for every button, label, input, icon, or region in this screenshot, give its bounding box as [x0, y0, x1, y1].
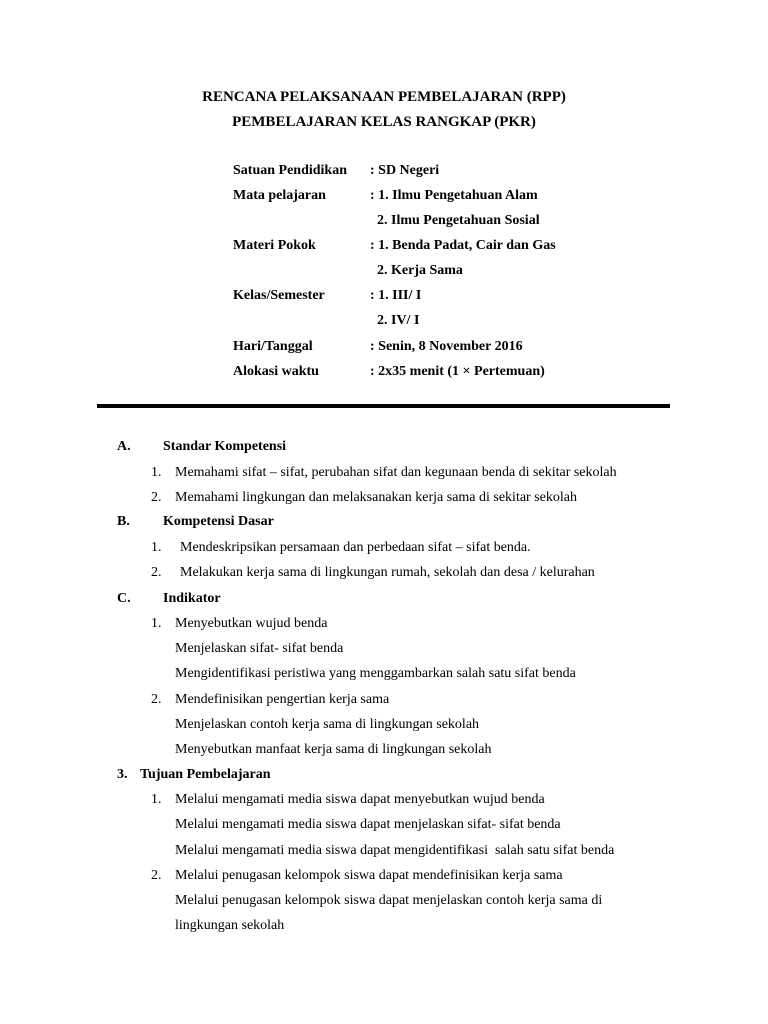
header-divider: [97, 404, 670, 408]
info-row-hari-tanggal: [233, 339, 673, 359]
info-value: 2. IV/ I: [370, 313, 420, 328]
list-item: Menjelaskan sifat- sifat benda: [175, 641, 344, 656]
list-number: 2.: [151, 868, 162, 883]
list-number: 1.: [151, 465, 162, 480]
info-row-kelas-semester: [233, 288, 673, 308]
info-label: Mata pelajaran: [233, 188, 326, 203]
info-value: 2. Kerja Sama: [370, 263, 463, 278]
info-row-materi-pokok: [233, 238, 673, 258]
info-value: : 1. III/ I: [370, 288, 422, 303]
list-item: Melalui mengamati media siswa dapat menyebutkan wujud benda: [175, 792, 545, 807]
info-label: Kelas/Semester: [233, 288, 325, 303]
section-title-kompetensi-dasar: Kompetensi Dasar: [163, 514, 274, 529]
info-value: : Senin, 8 November 2016: [370, 339, 523, 354]
info-value: : 1. Benda Padat, Cair dan Gas: [370, 238, 556, 253]
list-item: Memahami sifat – sifat, perubahan sifat dan kegunaan benda di sekitar sekolah: [175, 465, 617, 480]
list-number: 1.: [151, 540, 162, 555]
list-item: lingkungan sekolah: [175, 918, 285, 933]
list-number: 2.: [151, 490, 162, 505]
list-item: Mendeskripsikan persamaan dan perbedaan sifat – sifat benda.: [180, 540, 531, 555]
list-item: Menjelaskan contoh kerja sama di lingkungan sekolah: [175, 717, 480, 732]
list-item: Menyebutkan wujud benda: [175, 616, 328, 631]
info-value: : 1. Ilmu Pengetahuan Alam: [370, 188, 538, 203]
info-label: Materi Pokok: [233, 238, 316, 253]
document-subtitle: PEMBELAJARAN KELAS RANGKAP (PKR): [232, 114, 536, 130]
info-row-alokasi-waktu: [233, 364, 673, 384]
section-marker: C.: [117, 591, 131, 606]
info-value: : SD Negeri: [370, 163, 440, 178]
list-item: Melalui penugasan kelompok siswa dapat menjelaskan contoh kerja sama di: [175, 893, 603, 908]
list-number: 2.: [151, 565, 162, 580]
list-number: 1.: [151, 616, 162, 631]
list-number: 1.: [151, 792, 162, 807]
section-marker: A.: [117, 439, 131, 454]
list-item: Melalui mengamati media siswa dapat mengidentifikasi salah satu sifat benda: [175, 843, 615, 858]
info-row-mata-pelajaran-2: [233, 213, 673, 233]
list-item: Melalui mengamati media siswa dapat menjelaskan sifat- sifat benda: [175, 817, 561, 832]
info-label: Alokasi waktu: [233, 364, 319, 379]
info-row-materi-pokok-2: [233, 263, 673, 283]
section-marker: 3.: [117, 767, 128, 782]
info-value: 2. Ilmu Pengetahuan Sosial: [370, 213, 540, 228]
info-row-satuan-pendidikan: [233, 163, 673, 183]
info-row-mata-pelajaran: [233, 188, 673, 208]
section-title-indikator: Indikator: [163, 591, 221, 606]
info-label: Satuan Pendidikan: [233, 163, 347, 178]
section-title-tujuan-pembelajaran: Tujuan Pembelajaran: [140, 767, 271, 782]
list-item: Menyebutkan manfaat kerja sama di lingkungan sekolah: [175, 742, 492, 757]
list-item: Mendefinisikan pengertian kerja sama: [175, 692, 390, 707]
info-label: Hari/Tanggal: [233, 339, 313, 354]
list-item: Melakukan kerja sama di lingkungan rumah, sekolah dan desa / kelurahan: [180, 565, 595, 580]
list-item: Mengidentifikasi peristiwa yang menggambarkan salah satu sifat benda: [175, 666, 576, 681]
section-title-standar-kompetensi: Standar Kompetensi: [163, 439, 287, 454]
list-item: Melalui penugasan kelompok siswa dapat mendefinisikan kerja sama: [175, 868, 563, 883]
document-title: RENCANA PELAKSANAAN PEMBELAJARAN (RPP): [202, 89, 566, 105]
info-row-kelas-semester-2: [233, 313, 673, 333]
list-number: 2.: [151, 692, 162, 707]
list-item: Memahami lingkungan dan melaksanakan kerja sama di sekitar sekolah: [175, 490, 577, 505]
section-marker: B.: [117, 514, 130, 529]
info-value: : 2x35 menit (1 × Pertemuan): [370, 364, 545, 379]
